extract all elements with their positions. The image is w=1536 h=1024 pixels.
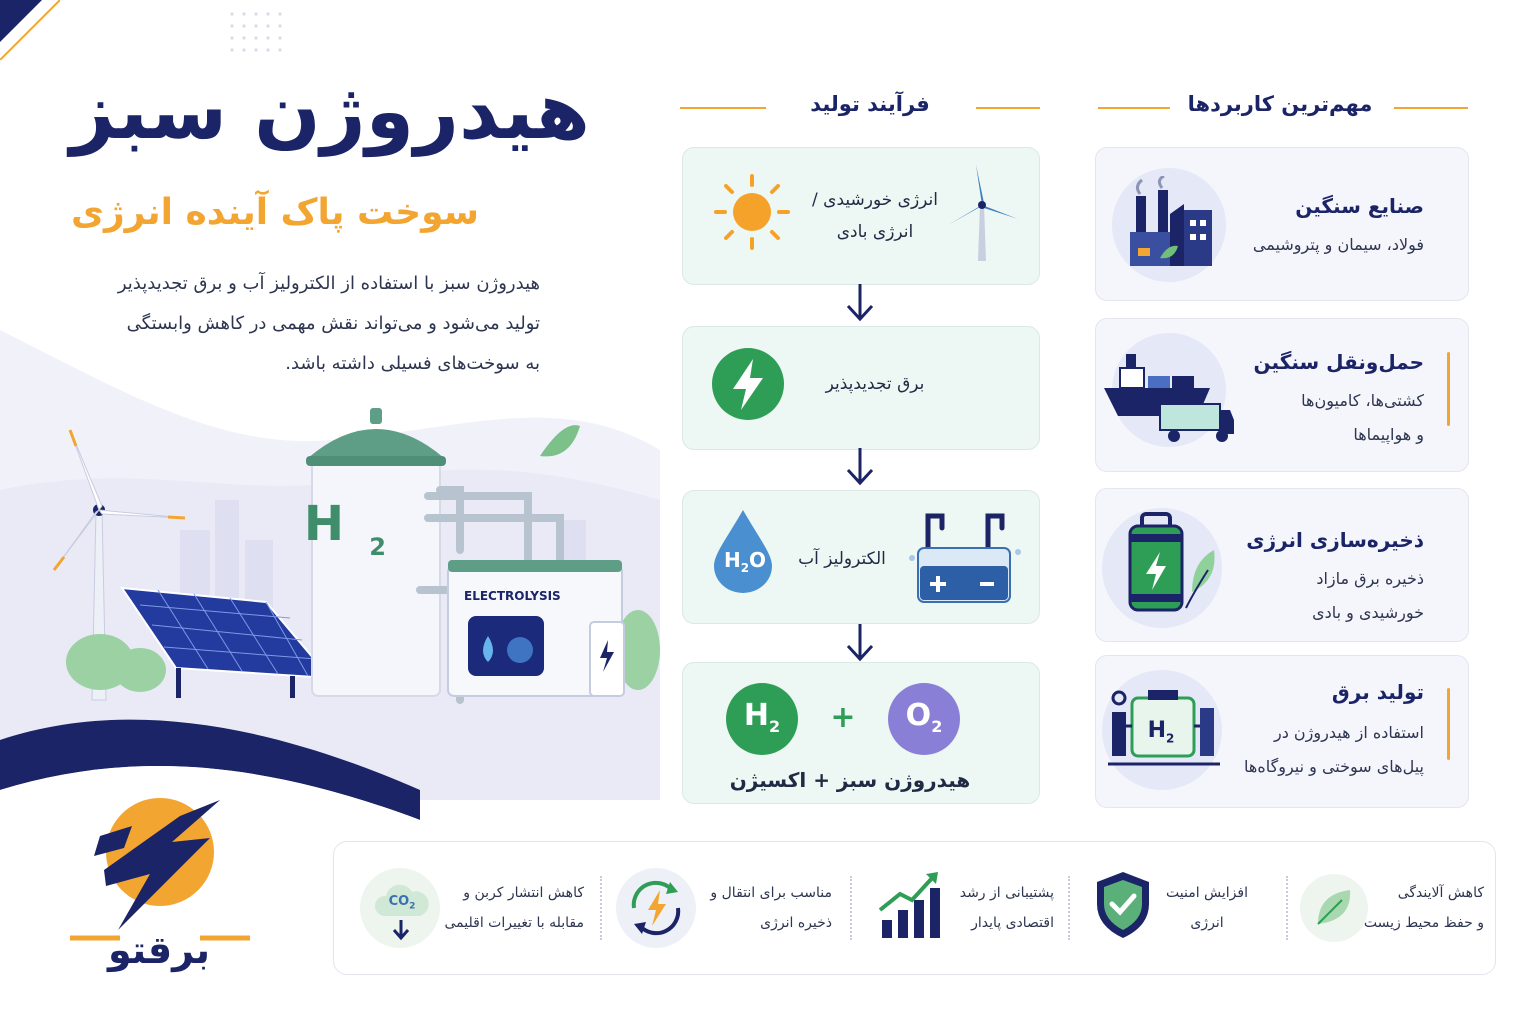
ship-truck-icon — [1102, 354, 1236, 448]
benefit-3-line-1: پشتیبانی از رشد — [959, 885, 1054, 901]
process-arrow-3 — [843, 622, 877, 662]
growth-chart-icon — [876, 870, 942, 940]
benefit-2-line-2: انرژی — [1190, 915, 1224, 931]
application-1-title: صنایع سنگین — [1295, 194, 1424, 218]
shield-check-icon — [1094, 870, 1152, 940]
apps-header-line-right — [1394, 107, 1468, 109]
page-title: هیدروژن سبز — [69, 67, 591, 157]
application-1-desc — [1236, 228, 1424, 262]
process-header-line-left — [680, 107, 766, 109]
application-2-title: حمل‌ونقل سنگین — [1253, 350, 1424, 374]
apps-header: مهم‌ترین کاربردها — [1187, 92, 1373, 116]
benefit-2-line-1: افزایش امنیت — [1166, 885, 1248, 901]
page-subtitle: سوخت پاک آینده انرژی — [70, 192, 480, 233]
process-result-text: هیدروژن سبز + اکسیژن — [729, 768, 971, 792]
plus-sign: + — [830, 700, 856, 735]
wind-turbine-icon — [944, 163, 1020, 263]
application-3-title: ذخیره‌سازی انرژی — [1246, 528, 1424, 552]
benefit-separator-3 — [850, 876, 852, 940]
application-4-desc — [1210, 716, 1424, 784]
benefit-4-line-2: ذخیره انرژی — [760, 915, 832, 931]
process-step-3-text: الکترولیز آب — [798, 549, 886, 569]
fuel-cell-h2-formula — [1136, 718, 1186, 745]
process-arrow-2 — [843, 446, 877, 486]
fuel-cell-h2-sub: 2 — [1166, 731, 1175, 746]
electrolysis-unit-illustration — [448, 560, 624, 696]
application-4-desc-line-2: پیل‌های سوختی و نیروگاه‌ها — [1244, 757, 1424, 776]
process-header: فرآیند تولید — [810, 92, 930, 116]
application-2-accent-bar — [1447, 352, 1450, 426]
o2-formula — [888, 698, 960, 736]
water-formula-h: H — [723, 548, 741, 572]
co2-formula-sub: 2 — [409, 901, 416, 912]
tank-h2-subscript: 2 — [369, 533, 386, 561]
benefit-5-line-1: کاهش انتشار کربن و — [463, 885, 584, 901]
application-4-accent-bar — [1447, 688, 1450, 760]
brand-name: برقتو — [107, 928, 211, 972]
intro-line-1: هیدروژن سبز با استفاده از الکترولیز آب و برق تجدیدپذیر — [117, 273, 540, 294]
water-formula-sub: 2 — [740, 561, 750, 575]
hydrogen-tank-illustration — [304, 408, 446, 696]
h2-formula — [726, 698, 798, 736]
application-2-desc-line-2: و هواپیماها — [1353, 425, 1424, 444]
intro-line-2: تولید می‌شود و می‌تواند نقش مهمی در کاهش وابستگی — [126, 313, 540, 334]
benefit-separator-4 — [600, 876, 602, 940]
application-3-desc — [1236, 562, 1424, 630]
leaf-icon — [1312, 886, 1356, 930]
apps-header-line-left — [1098, 107, 1170, 109]
process-step-1-text — [800, 184, 950, 248]
benefit-1-line-2: و حفظ محیط زیست — [1363, 915, 1484, 931]
application-2-desc-line-1: کشتی‌ها، کامیون‌ها — [1301, 391, 1424, 410]
battery-icon — [1122, 512, 1222, 614]
leaf-illustration — [540, 425, 580, 456]
fuel-cell-h2-letter: H — [1147, 718, 1167, 743]
process-step-1-line-2: انرژی بادی — [836, 222, 914, 242]
corner-decoration — [0, 0, 60, 60]
energy-cycle-icon — [624, 876, 688, 940]
application-4-title: تولید برق — [1331, 680, 1424, 704]
benefit-5-line-2: مقابله با تغییرات اقلیمی — [444, 915, 584, 931]
intro-description — [60, 264, 540, 384]
hydrogen-plant-illustration — [40, 400, 660, 720]
intro-line-3: به سوخت‌های فسیلی داشته باشد. — [285, 353, 540, 374]
h2-formula-sub: 2 — [768, 717, 781, 736]
benefit-1-text — [1363, 878, 1484, 938]
water-formula — [720, 548, 770, 575]
sun-icon — [712, 172, 792, 252]
benefit-separator-2 — [1068, 876, 1070, 940]
electrolysis-cell-icon — [908, 508, 1028, 608]
o2-formula-sub: 2 — [931, 717, 943, 736]
application-1-desc-line-1: فولاد، سیمان و پتروشیمی — [1252, 235, 1424, 254]
benefit-5-text — [444, 878, 584, 938]
lightning-icon — [711, 347, 785, 421]
o2-formula-letter: O — [905, 698, 932, 733]
application-3-desc-line-2: خورشیدی و بادی — [1312, 603, 1424, 622]
h2-formula-letter: H — [743, 698, 769, 733]
application-2-desc — [1236, 384, 1424, 452]
benefit-3-text — [950, 878, 1054, 938]
application-4-desc-line-1: استفاده از هیدروژن در — [1273, 723, 1424, 742]
co2-formula — [382, 894, 422, 912]
benefit-4-text — [700, 878, 832, 938]
process-step-1-line-1: انرژی خورشیدی / — [812, 190, 938, 210]
benefit-4-line-1: مناسب برای انتقال و — [710, 885, 832, 901]
dot-pattern — [228, 10, 284, 54]
process-arrow-1 — [843, 282, 877, 322]
process-header-line-right — [976, 107, 1040, 109]
benefit-separator-1 — [1286, 876, 1288, 940]
process-step-2-text: برق تجدیدپذیر — [825, 374, 925, 394]
tank-h2-label: H — [303, 496, 344, 552]
factory-icon — [1124, 176, 1220, 270]
benefit-2-text — [1162, 878, 1252, 938]
electrolysis-label: ELECTROLYSIS — [464, 589, 561, 603]
benefit-3-line-2: اقتصادی پایدار — [971, 915, 1054, 931]
water-formula-o: O — [749, 548, 767, 572]
application-3-desc-line-1: ذخیره برق مازاد — [1316, 569, 1424, 588]
co2-formula-letters: CO — [388, 894, 410, 909]
benefit-1-line-1: کاهش آلایندگی — [1397, 885, 1484, 901]
